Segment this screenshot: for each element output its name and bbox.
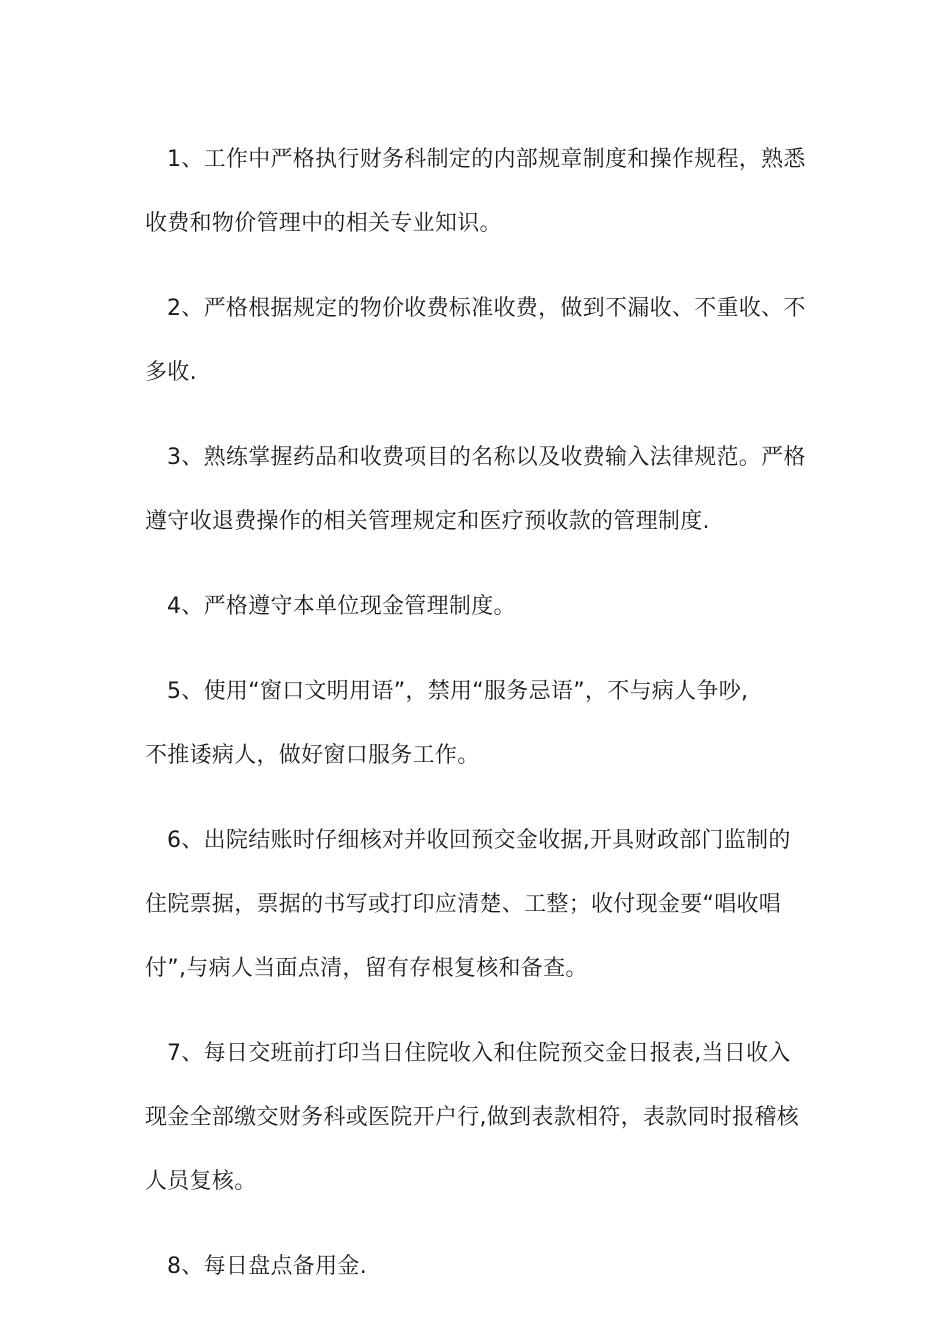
paragraph-line: 住院票据，票据的书写或打印应清楚、工整；收付现金要“唱收唱 bbox=[145, 892, 782, 917]
list-item bbox=[145, 660, 805, 788]
document-body bbox=[145, 128, 805, 1320]
list-item bbox=[145, 426, 805, 554]
list-item bbox=[145, 575, 805, 639]
list-item bbox=[145, 1022, 805, 1214]
paragraph-line: 4、严格遵守本单位现金管理制度。 bbox=[167, 594, 516, 619]
list-item bbox=[145, 277, 805, 405]
paragraph-line: 8、每日盘点备用金. bbox=[167, 1254, 367, 1279]
list-item bbox=[145, 809, 805, 1001]
paragraph-line: 6、出院结账时仔细核对并收回预交金收据,开具财政部门监制的 bbox=[167, 828, 791, 853]
paragraph-line: 现金全部缴交财务科或医院开户行,做到表款相符，表款同时报稽核 bbox=[145, 1105, 799, 1130]
list-item bbox=[145, 1235, 805, 1299]
paragraph-line: 5、使用“窗口文明用语”，禁用“服务忌语”，不与病人争吵, bbox=[167, 679, 749, 704]
paragraph-line: 多收. bbox=[145, 360, 197, 385]
paragraph-line: 3、熟练掌握药品和收费项目的名称以及收费输入法律规范。严格 bbox=[167, 445, 806, 470]
paragraph-line: 付”,与病人当面点清，留有存根复核和备查。 bbox=[145, 956, 588, 981]
paragraph-line: 2、严格根据规定的物价收费标准收费，做到不漏收、不重收、不 bbox=[167, 296, 806, 321]
paragraph-line: 收费和物价管理中的相关专业知识。 bbox=[145, 211, 502, 236]
paragraph-line: 1、工作中严格执行财务科制定的内部规章制度和操作规程，熟悉 bbox=[167, 147, 806, 172]
paragraph-line: 不推诿病人，做好窗口服务工作。 bbox=[145, 743, 480, 768]
paragraph-line: 人员复核。 bbox=[145, 1169, 257, 1194]
paragraph-line: 遵守收退费操作的相关管理规定和医疗预收款的管理制度. bbox=[145, 509, 710, 534]
list-item bbox=[145, 128, 805, 256]
paragraph-line: 7、每日交班前打印当日住院收入和住院预交金日报表,当日收入 bbox=[167, 1041, 791, 1066]
